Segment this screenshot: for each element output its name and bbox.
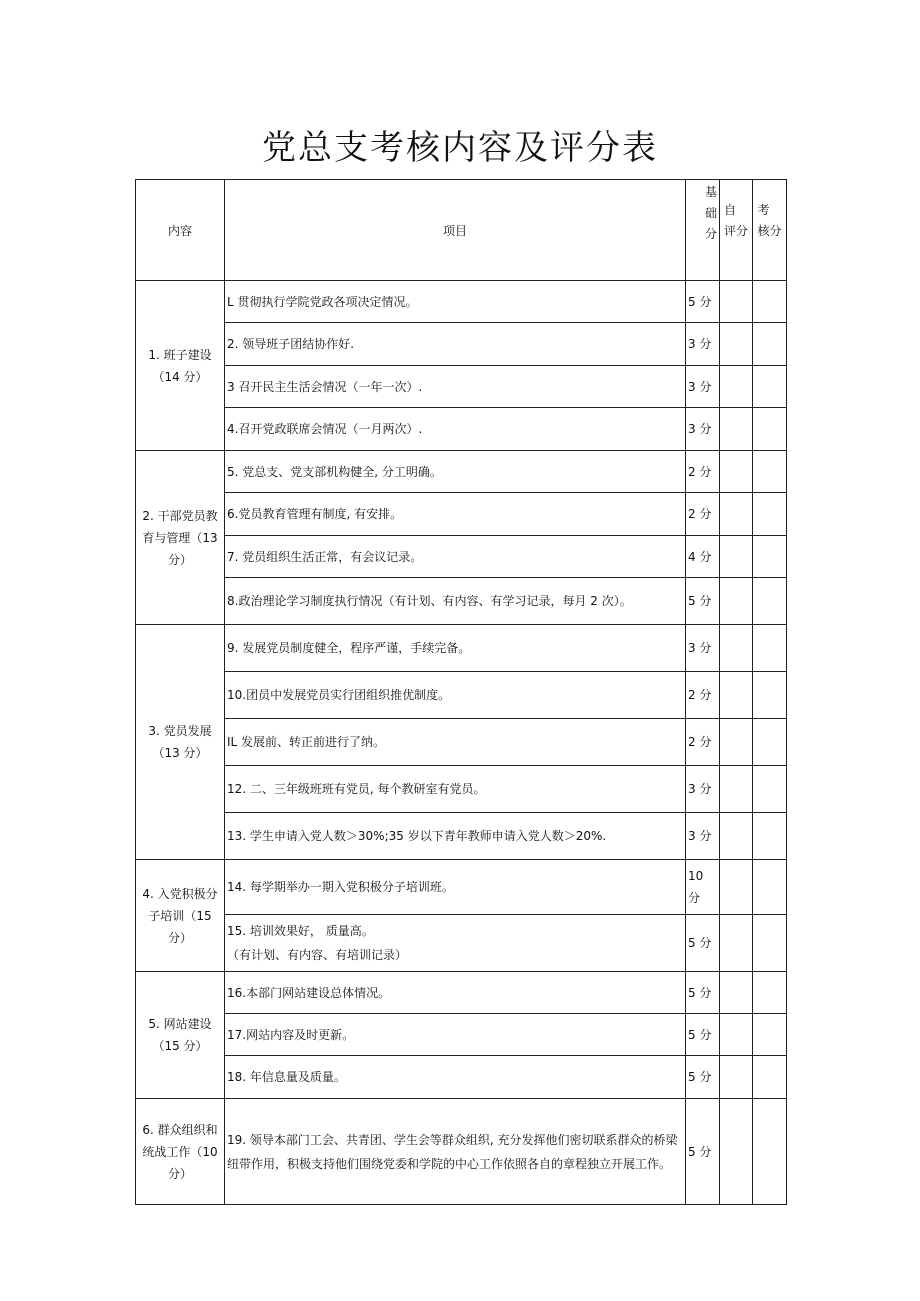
item-cell bbox=[225, 578, 686, 625]
item-cell bbox=[225, 1056, 686, 1099]
table-row bbox=[136, 915, 787, 972]
section-category: 6. 群众组织和统战工作（10 分） bbox=[136, 1099, 225, 1205]
header-content: 内容 bbox=[136, 180, 225, 281]
table-row bbox=[136, 1014, 787, 1056]
check-score-cell[interactable] bbox=[753, 813, 787, 860]
item-cell bbox=[225, 972, 686, 1014]
item-text: 19. 领导本部门工会、共青团、学生会等群众组织, 充分发挥他们密切联系群众的桥梁纽带作用，积极支持他们围绕党委和学院的中心工作依照各自的章程独立开展工作。 bbox=[227, 1132, 678, 1171]
item-text: 6.党员教育管理有制度, 有安排。 bbox=[227, 507, 403, 521]
self-score-cell[interactable] bbox=[720, 1056, 753, 1099]
check-score-cell[interactable] bbox=[753, 1014, 787, 1056]
self-score-cell[interactable] bbox=[720, 719, 753, 766]
table-row bbox=[136, 366, 787, 408]
base-score: 2 分 bbox=[686, 493, 720, 536]
base-score: 5 分 bbox=[686, 915, 720, 972]
self-score-cell[interactable] bbox=[720, 915, 753, 972]
table-row bbox=[136, 860, 787, 915]
check-score-cell[interactable] bbox=[753, 719, 787, 766]
check-score-cell[interactable] bbox=[753, 672, 787, 719]
base-score: 5 分 bbox=[686, 1014, 720, 1056]
base-score: 3 分 bbox=[686, 323, 720, 366]
base-score: 3 分 bbox=[686, 366, 720, 408]
table-row bbox=[136, 1056, 787, 1099]
item-text: 8.政治理论学习制度执行情况（有计划、有内容、有学习记录，每月 2 次）。 bbox=[227, 594, 632, 608]
check-score-cell[interactable] bbox=[753, 408, 787, 451]
table-row bbox=[136, 451, 787, 493]
item-text: 13. 学生申请入党人数＞30%;35 岁以下青年教师申请入党人数＞20%. bbox=[227, 829, 607, 843]
table-row bbox=[136, 972, 787, 1014]
base-score: 2 分 bbox=[686, 719, 720, 766]
check-score-cell[interactable] bbox=[753, 281, 787, 323]
item-text: 9. 发展党员制度健全，程序严谨，手续完备。 bbox=[227, 641, 471, 655]
table-row bbox=[136, 536, 787, 578]
base-score: 4 分 bbox=[686, 536, 720, 578]
self-score-cell[interactable] bbox=[720, 366, 753, 408]
table-row bbox=[136, 281, 787, 323]
table-row bbox=[136, 493, 787, 536]
base-score: 5 分 bbox=[686, 1056, 720, 1099]
base-score: 3 分 bbox=[686, 408, 720, 451]
section-category: 3. 党员发展（13 分） bbox=[136, 625, 225, 860]
check-score-cell[interactable] bbox=[753, 536, 787, 578]
header-item: 项目 bbox=[225, 180, 686, 281]
self-score-cell[interactable] bbox=[720, 536, 753, 578]
table-row bbox=[136, 1099, 787, 1205]
item-text: IL 发展前、转正前进行了纳。 bbox=[227, 735, 386, 749]
section-category: 5. 网站建设（15 分） bbox=[136, 972, 225, 1099]
item-text: 3 召开民主生活会情况（一年一次）. bbox=[227, 379, 423, 394]
item-text: 2. 领导班子团结协作好. bbox=[227, 337, 355, 351]
check-score-cell[interactable] bbox=[753, 323, 787, 366]
header-check: 考 核分 bbox=[753, 180, 787, 281]
self-score-cell[interactable] bbox=[720, 625, 753, 672]
check-score-cell[interactable] bbox=[753, 493, 787, 536]
base-score: 5 分 bbox=[686, 578, 720, 625]
item-cell bbox=[225, 281, 686, 323]
base-score: 2 分 bbox=[686, 451, 720, 493]
self-score-cell[interactable] bbox=[720, 281, 753, 323]
table-row bbox=[136, 813, 787, 860]
table-row bbox=[136, 672, 787, 719]
self-score-cell[interactable] bbox=[720, 408, 753, 451]
item-cell bbox=[225, 719, 686, 766]
table-row bbox=[136, 408, 787, 451]
item-cell bbox=[225, 813, 686, 860]
item-cell bbox=[225, 323, 686, 366]
item-text: 18. 年信息量及质量。 bbox=[227, 1070, 346, 1084]
check-score-cell[interactable] bbox=[753, 972, 787, 1014]
table-row bbox=[136, 323, 787, 366]
base-score: 5 分 bbox=[686, 281, 720, 323]
item-cell bbox=[225, 672, 686, 719]
item-text: 17.网站内容及时更新。 bbox=[227, 1027, 355, 1042]
item-cell bbox=[225, 536, 686, 578]
item-cell bbox=[225, 625, 686, 672]
check-score-cell[interactable] bbox=[753, 625, 787, 672]
item-cell bbox=[225, 366, 686, 408]
check-score-cell[interactable] bbox=[753, 578, 787, 625]
check-score-cell[interactable] bbox=[753, 1099, 787, 1205]
item-text: 7. 党员组织生活正常，有会议记录。 bbox=[227, 549, 423, 564]
item-text: 4.召开党政联席会情况（一月两次）. bbox=[227, 422, 423, 436]
self-score-cell[interactable] bbox=[720, 972, 753, 1014]
table-row bbox=[136, 625, 787, 672]
item-text: 15. 培训效果好， 质量高。 bbox=[227, 924, 374, 938]
item-text: 5. 党总支、党支部机构健全, 分工明确。 bbox=[227, 464, 442, 479]
self-score-cell[interactable] bbox=[720, 672, 753, 719]
score-table bbox=[135, 179, 787, 1205]
table-row bbox=[136, 766, 787, 813]
section-category: 2. 干部党员教育与管理（13 分） bbox=[136, 451, 225, 625]
self-score-cell[interactable] bbox=[720, 323, 753, 366]
self-score-cell[interactable] bbox=[720, 813, 753, 860]
base-score: 3 分 bbox=[686, 625, 720, 672]
self-score-cell[interactable] bbox=[720, 860, 753, 915]
check-score-cell[interactable] bbox=[753, 366, 787, 408]
item-cell bbox=[225, 493, 686, 536]
base-score: 5 分 bbox=[686, 1099, 720, 1205]
table-row bbox=[136, 719, 787, 766]
item-cell bbox=[225, 766, 686, 813]
page-title: 党总支考核内容及评分表 bbox=[262, 128, 658, 168]
item-cell bbox=[225, 1099, 686, 1205]
base-score: 3 分 bbox=[686, 766, 720, 813]
self-score-cell[interactable] bbox=[720, 1099, 753, 1205]
section-category: 1. 班子建设（14 分） bbox=[136, 281, 225, 451]
item-cell bbox=[225, 1014, 686, 1056]
item-text: 16.本部门网站建设总体情况。 bbox=[227, 985, 391, 1000]
item-text-note: （有计划、有内容、有培训记录） bbox=[227, 948, 408, 962]
check-score-cell[interactable] bbox=[753, 766, 787, 813]
item-text: 10.团员中发展党员实行团组织推优制度。 bbox=[227, 688, 451, 702]
header-self: 自 评分 bbox=[720, 180, 753, 281]
base-score: 3 分 bbox=[686, 813, 720, 860]
header-base: 基 础 分 bbox=[686, 180, 720, 281]
table-row bbox=[136, 578, 787, 625]
item-text: 14. 每学期举办一期入党积极分子培训班。 bbox=[227, 880, 454, 894]
item-cell bbox=[225, 860, 686, 915]
self-score-cell[interactable] bbox=[720, 578, 753, 625]
check-score-cell[interactable] bbox=[753, 860, 787, 915]
base-score: 10 分 bbox=[686, 860, 720, 915]
item-text: L 贯彻执行学院党政各项决定情况。 bbox=[227, 294, 418, 309]
self-score-cell[interactable] bbox=[720, 1014, 753, 1056]
check-score-cell[interactable] bbox=[753, 451, 787, 493]
item-cell bbox=[225, 915, 686, 972]
item-cell bbox=[225, 408, 686, 451]
table-header-row bbox=[136, 180, 787, 281]
self-score-cell[interactable] bbox=[720, 451, 753, 493]
base-score: 5 分 bbox=[686, 972, 720, 1014]
check-score-cell[interactable] bbox=[753, 1056, 787, 1099]
self-score-cell[interactable] bbox=[720, 493, 753, 536]
self-score-cell[interactable] bbox=[720, 766, 753, 813]
item-text: 12. 二、三年级班班有党员, 每个教研室有党员。 bbox=[227, 782, 486, 796]
check-score-cell[interactable] bbox=[753, 915, 787, 972]
section-category: 4. 入党积极分子培训（15 分） bbox=[136, 860, 225, 972]
item-cell bbox=[225, 451, 686, 493]
base-score: 2 分 bbox=[686, 672, 720, 719]
